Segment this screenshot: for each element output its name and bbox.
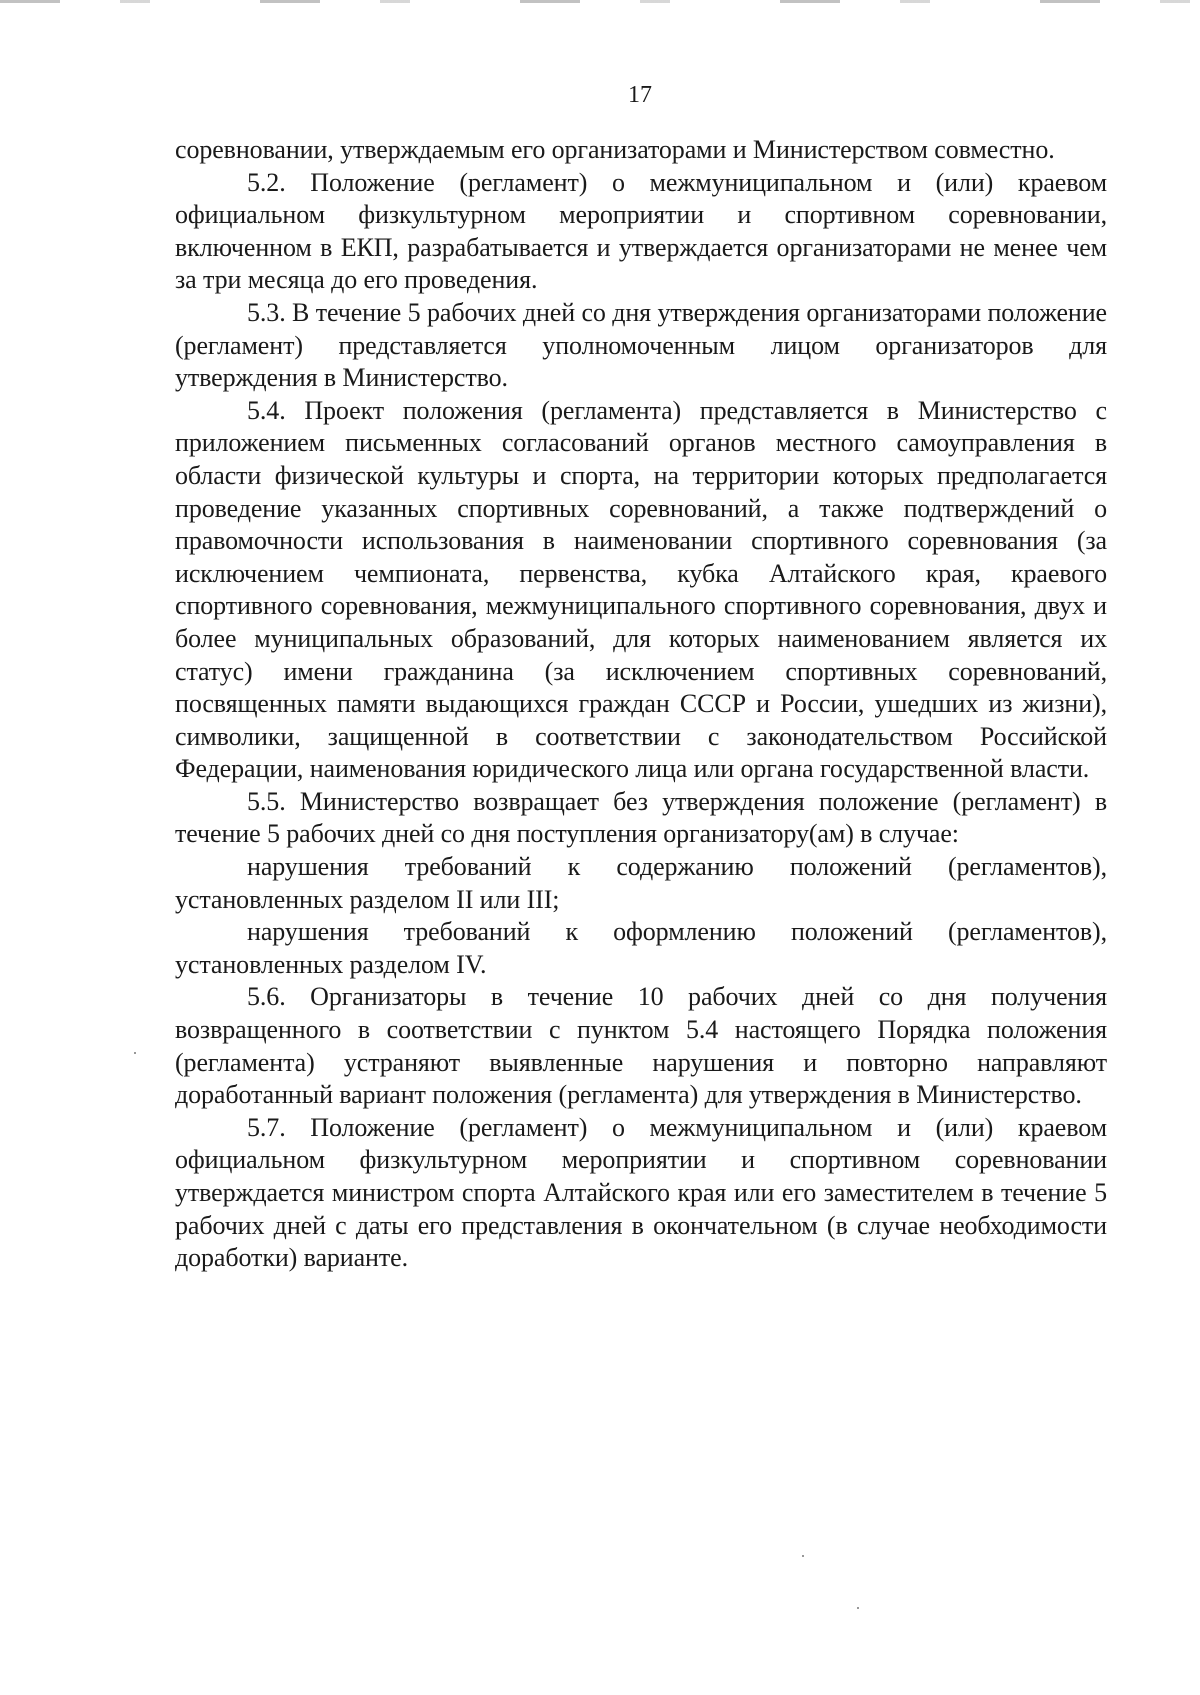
- paragraph-5-5-item-2: нарушения требований к оформлению положений (регламентов), установленных разделом IV.: [175, 917, 1107, 979]
- document-body: [175, 134, 1107, 1275]
- scan-top-edge: [0, 0, 1200, 3]
- scan-speck: [802, 1555, 804, 1557]
- paragraph-5-3: 5.3. В течение 5 рабочих дней со дня утверждения организаторами положение (регламент) представляется уполномоченным лицом организаторов для утверждения в Министерство.: [175, 297, 1107, 393]
- paragraph-5-2: 5.2. Положение (регламент) о межмуниципальном и (или) краевом официальном физкультурном мероприятии и спортивном соревновании, включенном в ЕКП, разрабатывается и утверждается организаторами не менее чем за три месяца до его проведения.: [175, 167, 1107, 295]
- paragraph-5-7: 5.7. Положение (регламент) о межмуниципальном и (или) краевом официальном физкультурном мероприятии и спортивном соревновании утверждается министром спорта Алтайского края или его заместителем в течение 5 рабочих дней с даты его представления в окончательном (в случае необходимости доработки) варианте.: [175, 1112, 1107, 1273]
- paragraph-5-6: 5.6. Организаторы в течение 10 рабочих дней со дня получения возвращенного в соответствии с пунктом 5.4 настоящего Порядка положения (регламента) устраняют выявленные нарушения и повторно направляют доработанный вариант положения (регламента) для утверждения в Министерство.: [175, 982, 1107, 1110]
- paragraph-5-4: 5.4. Проект положения (регламента) представляется в Министерство с приложением письменных согласований органов местного самоуправления в области физической культуры и спорта, на территории которых предполагается проведение указанных спортивных соревнований, а также подтверждений о правомочности использования в наименовании спортивного соревнования (за исключением чемпионата, первенства, кубка Алтайского края, краевого спортивного соревнования, межмуниципального спортивного соревнования, двух и более муниципальных образований, для которых наименованием является их статус) имени гражданина (за исключением спортивных соревнований, посвященных памяти выдающихся граждан СССР и России, ушедших из жизни), символики, защищенной в соответствии с законодательством Российской Федерации, наименования юридического лица или органа государственной власти.: [175, 395, 1107, 784]
- scan-speck: [134, 1052, 136, 1054]
- paragraph-5-5-item-1: нарушения требований к содержанию положений (регламентов), установленных разделом II или III;: [175, 852, 1107, 914]
- page-number: 17: [628, 82, 652, 108]
- paragraph-continuation: соревновании, утверждаемым его организаторами и Министерством совместно.: [175, 135, 1055, 164]
- paragraph-5-5: 5.5. Министерство возвращает без утверждения положение (регламент) в течение 5 рабочих дней со дня поступления организатору(ам) в случае:: [175, 786, 1107, 849]
- scan-speck: [857, 1607, 859, 1609]
